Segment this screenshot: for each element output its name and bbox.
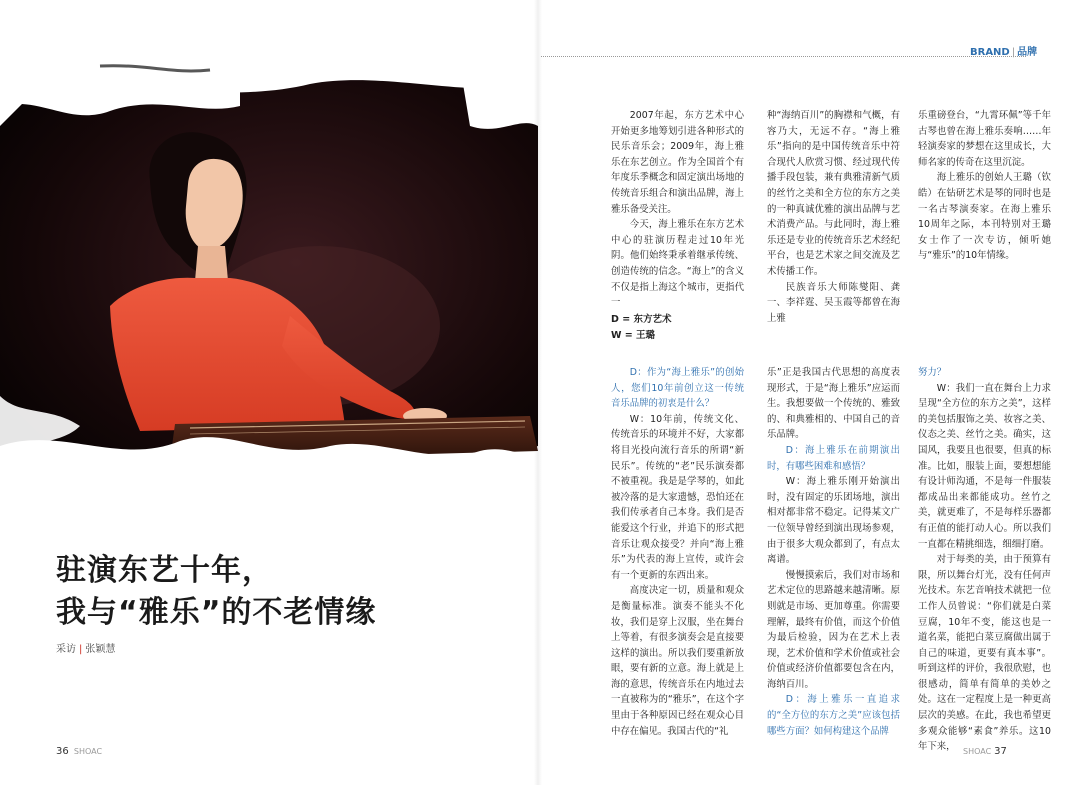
magazine-name: SHOAC — [73, 747, 103, 756]
credit-d: D = 东方艺术 — [611, 314, 672, 325]
page-number: 36 — [56, 746, 69, 757]
title-line-2: 我与“雅乐”的不老情缘 — [56, 595, 377, 630]
article-title — [56, 550, 376, 634]
paragraph: 乐重磅登台，“九霄环佩”等千年古琴也曾在海上雅乐奏响……年轻演奏家的梦想在这里成长，大师名家的传奇在这里沉淀。 — [918, 110, 1051, 168]
paragraph: D：海上雅乐在前期演出时，有哪些困难和感悟？ — [767, 444, 900, 472]
byline-separator: | — [79, 644, 83, 655]
paragraph: 2007年起，东方艺术中心开始更多地筹划引进各种形式的民乐音乐会；2009年，海上雅乐在东艺创立。作为全国首个有年度乐季概念和固定演出场地的传统音乐组合和演出品牌，海上雅乐备受关注。 — [611, 110, 744, 215]
right-page — [538, 0, 1080, 785]
page-number-left — [56, 746, 102, 757]
title-line-1: 驻演东艺十年， — [56, 553, 273, 588]
paragraph: 今天，海上雅乐在东方艺术中心的驻演历程走过10年光阴。他们始终秉承着继承传统、创造传统的信念。“海上”的含义不仅是指上海这个城市，更指代一 — [611, 219, 744, 309]
credits — [611, 312, 671, 344]
paragraph: 努力？ — [918, 367, 947, 378]
paragraph: 种“海纳百川”的胸襟和气概，有容乃大，无远不存。“海上雅乐”指向的是中国传统音乐中符合现代人欣赏习惯、经过现代传播手段包装，兼有典雅清新气质的丝竹之美和全方位的东方之美的一种真诚优雅的演出品牌与艺术消费产品。与此同时，海上雅乐还是专业的传统音乐艺术经纪平台，也是艺术家之间交流及艺术传播工作。 — [767, 110, 900, 277]
paragraph: 民族音乐大师陈燮阳、龚一、李祥霆、吴玉霞等都曾在海上雅 — [767, 281, 900, 324]
top-column-3 — [918, 108, 1051, 268]
section-header — [970, 43, 1037, 58]
top-column-2 — [767, 108, 900, 324]
paragraph: W：海上雅乐刚开始演出时，没有固定的乐团场地，演出相对都非常不稳定。记得某文广一位领导曾经到演出现场参观，由于很多大观众都到了，有点太离谱。 — [767, 476, 900, 566]
left-page — [0, 0, 538, 785]
header-brand: BRAND — [970, 47, 1010, 58]
magazine-name: SHOAC — [963, 747, 992, 756]
paragraph: 对于每类的美，由于预算有限，所以舞台灯光，没有任何声光技术。东艺音响技术就把一位工作人员曾说：“你们就是白菜豆腐，10年不变，能这也是一道名菜，能把白菜豆腐做出属于自己的味道，更要有真本事”。听到这样的评价，我很欣慰，也很感动，简单有简单的美妙之处。这在一定程度上是一种更高层次的美感。在此，我也希望更多观众能够“素食”养乐。这10年下来， — [918, 554, 1051, 753]
page-number: 37 — [994, 746, 1007, 757]
paragraph: 乐”正是我国古代思想的高度表现形式，于是“海上雅乐”应运而生。我想要做一个传统的、雅致的、和典雅相的、中国自己的音乐品牌。 — [767, 367, 900, 441]
header-separator: | — [1011, 47, 1016, 58]
paragraph: W：我们一直在舞台上力求呈现“全方位的东方之美”，这样的美包括服饰之美、妆容之美、仪态之美、丝竹之美。确实，这国风，我要且也很要，但真的标准。比如，服装上面，要想想能有设计师沟通，不是每一件服装都成品出来都能成功。丝竹之美，就更难了，不是每样乐器都有正值的能打动人心。所以我们一直都在精挑细选，细细打磨。 — [918, 382, 1051, 550]
pianist-illustration — [0, 66, 538, 536]
bottom-column-1 — [611, 365, 744, 737]
top-column-1 — [611, 108, 744, 309]
page-number-right — [963, 746, 1007, 757]
bottom-column-2 — [767, 365, 900, 737]
header-cn: 品牌 — [1017, 47, 1038, 58]
header-rule — [541, 56, 1026, 57]
byline-name: 张颖慧 — [85, 644, 116, 655]
paragraph: D：海上雅乐一直追求的“全方位的东方之美”应该包括哪些方面？如何构建这个品牌 — [767, 694, 900, 737]
paragraph: 海上雅乐的创始人王璐（钦皓）在钻研艺术是琴的同时也是一名古琴演奏家。在海上雅乐10周年之际，本刊特别对王璐女士作了一次专访，倾听她与“雅乐”的10年情缘。 — [918, 172, 1051, 262]
paragraph: W：10年前，传统文化、传统音乐的环境并不好，大家都将目光投向流行音乐的所谓“新民乐”。传统的“老”民乐演奏都不被重视。我是是学琴的，如此被冷落的是大家遗憾，恐怕还在我们传承者自己本身。我们是否能爱这个行业，并追下的形式把音乐让观众接受？并向“海上雅乐”为代表的海上宣传，或许会有一个更新的东西出来。 — [611, 413, 744, 581]
paragraph: D：作为“海上雅乐”的创始人，您们10年前创立这一传统音乐品牌的初衷是什么？ — [611, 367, 744, 410]
hero-photo — [0, 66, 538, 536]
byline — [56, 640, 115, 655]
paragraph: 高度决定一切，质量和观众是衡量标准。演奏不能头不化妆，我们是穿上汉服，坐在舞台上等着，有很多演奏会是直接要这样的演出。所以我们要重新放眼，要有新的立意。海上就是上海的意思，传统音乐在内地过去一直被称为的“雅乐”，在这个字里由于各种原因已经在观众心目中存在偏见。我国古代的“礼 — [611, 585, 744, 737]
byline-label: 采访 — [56, 644, 76, 655]
paragraph: 慢慢摸索后，我们对市场和艺术定位的思路越来越清晰。原则就是市场、更加尊重。你需要理解，最终有价值，而这个价值为最后检验，因为在艺术上表现，艺术价值和学术价值或社会价值或经济价值都要包含在内，海纳百川。 — [767, 569, 900, 690]
credit-w: W = 王璐 — [611, 330, 656, 341]
